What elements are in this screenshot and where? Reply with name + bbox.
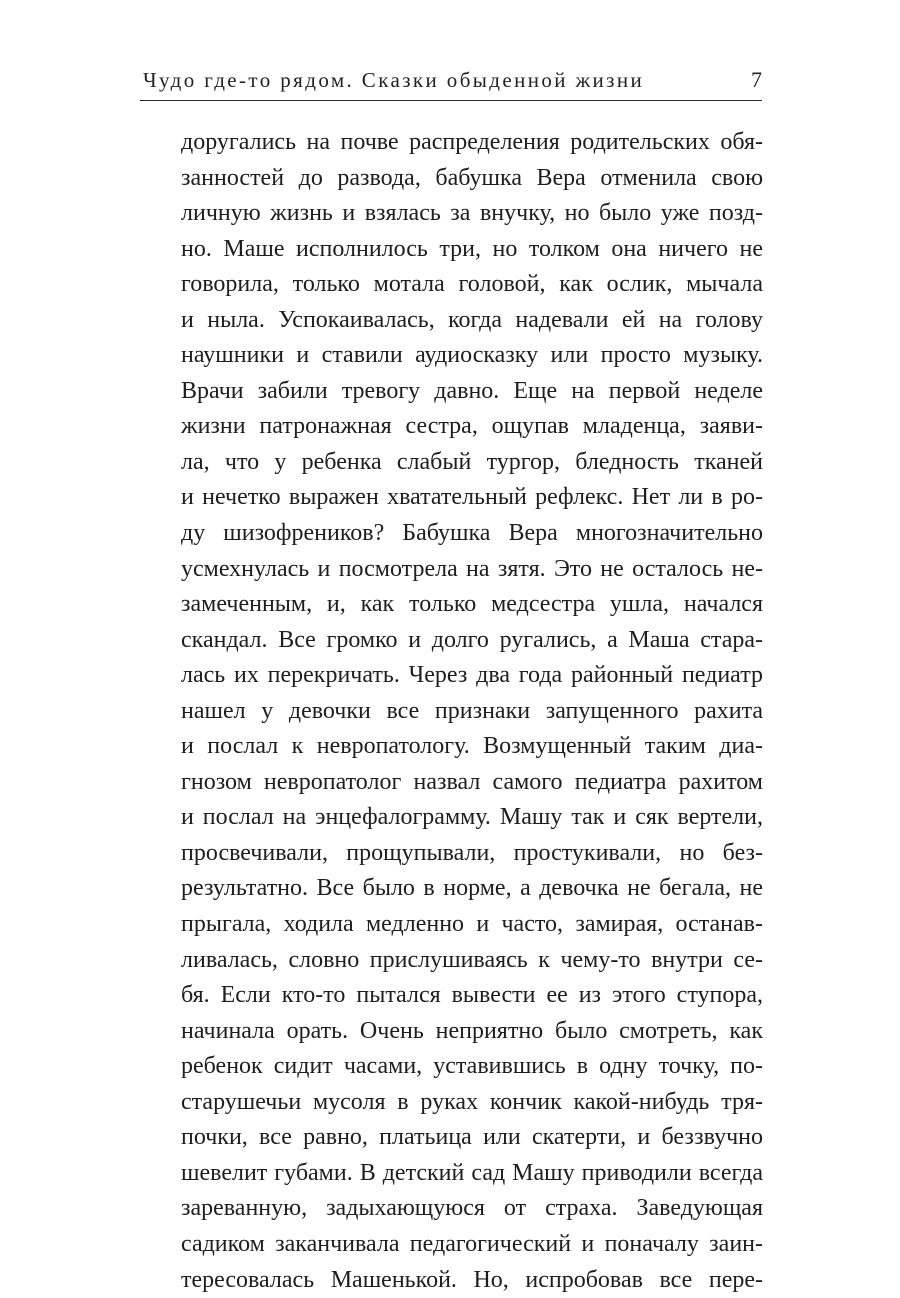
text-line: замеченным, и, как только медсестра ушла, начался <box>181 587 763 623</box>
running-title: Чудо где-то рядом. Сказки обыденной жизни <box>143 68 644 93</box>
text-line: ду шизофреников? Бабушка Вера многозначительно <box>181 516 763 552</box>
text-line: почки, все равно, платьица или скатерти, и беззвучно <box>181 1120 763 1156</box>
text-line: ла, что у ребенка слабый тургор, бледность тканей <box>181 445 763 481</box>
text-line: ливалась, словно прислушиваясь к чему-то внутри се- <box>181 943 763 979</box>
text-line: и послал на энцефалограмму. Машу так и сяк вертели, <box>181 800 763 836</box>
text-line: скандал. Все громко и долго ругались, а Маша стара- <box>181 623 763 659</box>
text-line: результатно. Все было в норме, а девочка не бегала, не <box>181 871 763 907</box>
text-line: садиком заканчивала педагогический и поначалу заин- <box>181 1227 763 1263</box>
text-line: и послал к невропатологу. Возмущенный таким диа- <box>181 729 763 765</box>
text-line: личную жизнь и взялась за внучку, но было уже позд- <box>181 196 763 232</box>
text-line: занностей до развода, бабушка Вера отменила свою <box>181 161 763 197</box>
text-line: просвечивали, прощупывали, простукивали, но без- <box>181 836 763 872</box>
text-line: говорила, только мотала головой, как ослик, мычала <box>181 267 763 303</box>
text-line: лась их перекричать. Через два года районный педиатр <box>181 658 763 694</box>
text-line: наушники и ставили аудиосказку или просто музыку. <box>181 338 763 374</box>
text-line: и нечетко выражен хватательный рефлекс. Нет ли в ро- <box>181 480 763 516</box>
text-line: нашел у девочки все признаки запущенного рахита <box>181 694 763 730</box>
text-line: бя. Если кто-то пытался вывести ее из этого ступора, <box>181 978 763 1014</box>
text-line: шевелит губами. В детский сад Машу приводили всегда <box>181 1156 763 1192</box>
page-number: 7 <box>751 67 762 93</box>
text-line: гнозом невропатолог назвал самого педиатра рахитом <box>181 765 763 801</box>
text-line: Врачи забили тревогу давно. Еще на первой неделе <box>181 374 763 410</box>
text-line: прыгала, ходила медленно и часто, замирая, останав- <box>181 907 763 943</box>
text-line: но. Маше исполнилось три, но толком она ничего не <box>181 232 763 268</box>
running-header <box>140 66 762 101</box>
text-line: усмехнулась и посмотрела на зятя. Это не осталось не- <box>181 552 763 588</box>
text-line: старушечьи мусоля в руках кончик какой-нибудь тря- <box>181 1085 763 1121</box>
text-line: зареванную, задыхающуюся от страха. Заведующая <box>181 1191 763 1227</box>
body-text <box>181 125 763 1298</box>
text-line: доругались на почве распределения родительских обя- <box>181 125 763 161</box>
text-line: начинала орать. Очень неприятно было смотреть, как <box>181 1014 763 1050</box>
text-line: тересовалась Машенькой. Но, испробовав все пере- <box>181 1263 763 1298</box>
text-line: ребенок сидит часами, уставившись в одну точку, по- <box>181 1049 763 1085</box>
text-line: и ныла. Успокаивалась, когда надевали ей на голову <box>181 303 763 339</box>
text-line: жизни патронажная сестра, ощупав младенца, заяви- <box>181 409 763 445</box>
